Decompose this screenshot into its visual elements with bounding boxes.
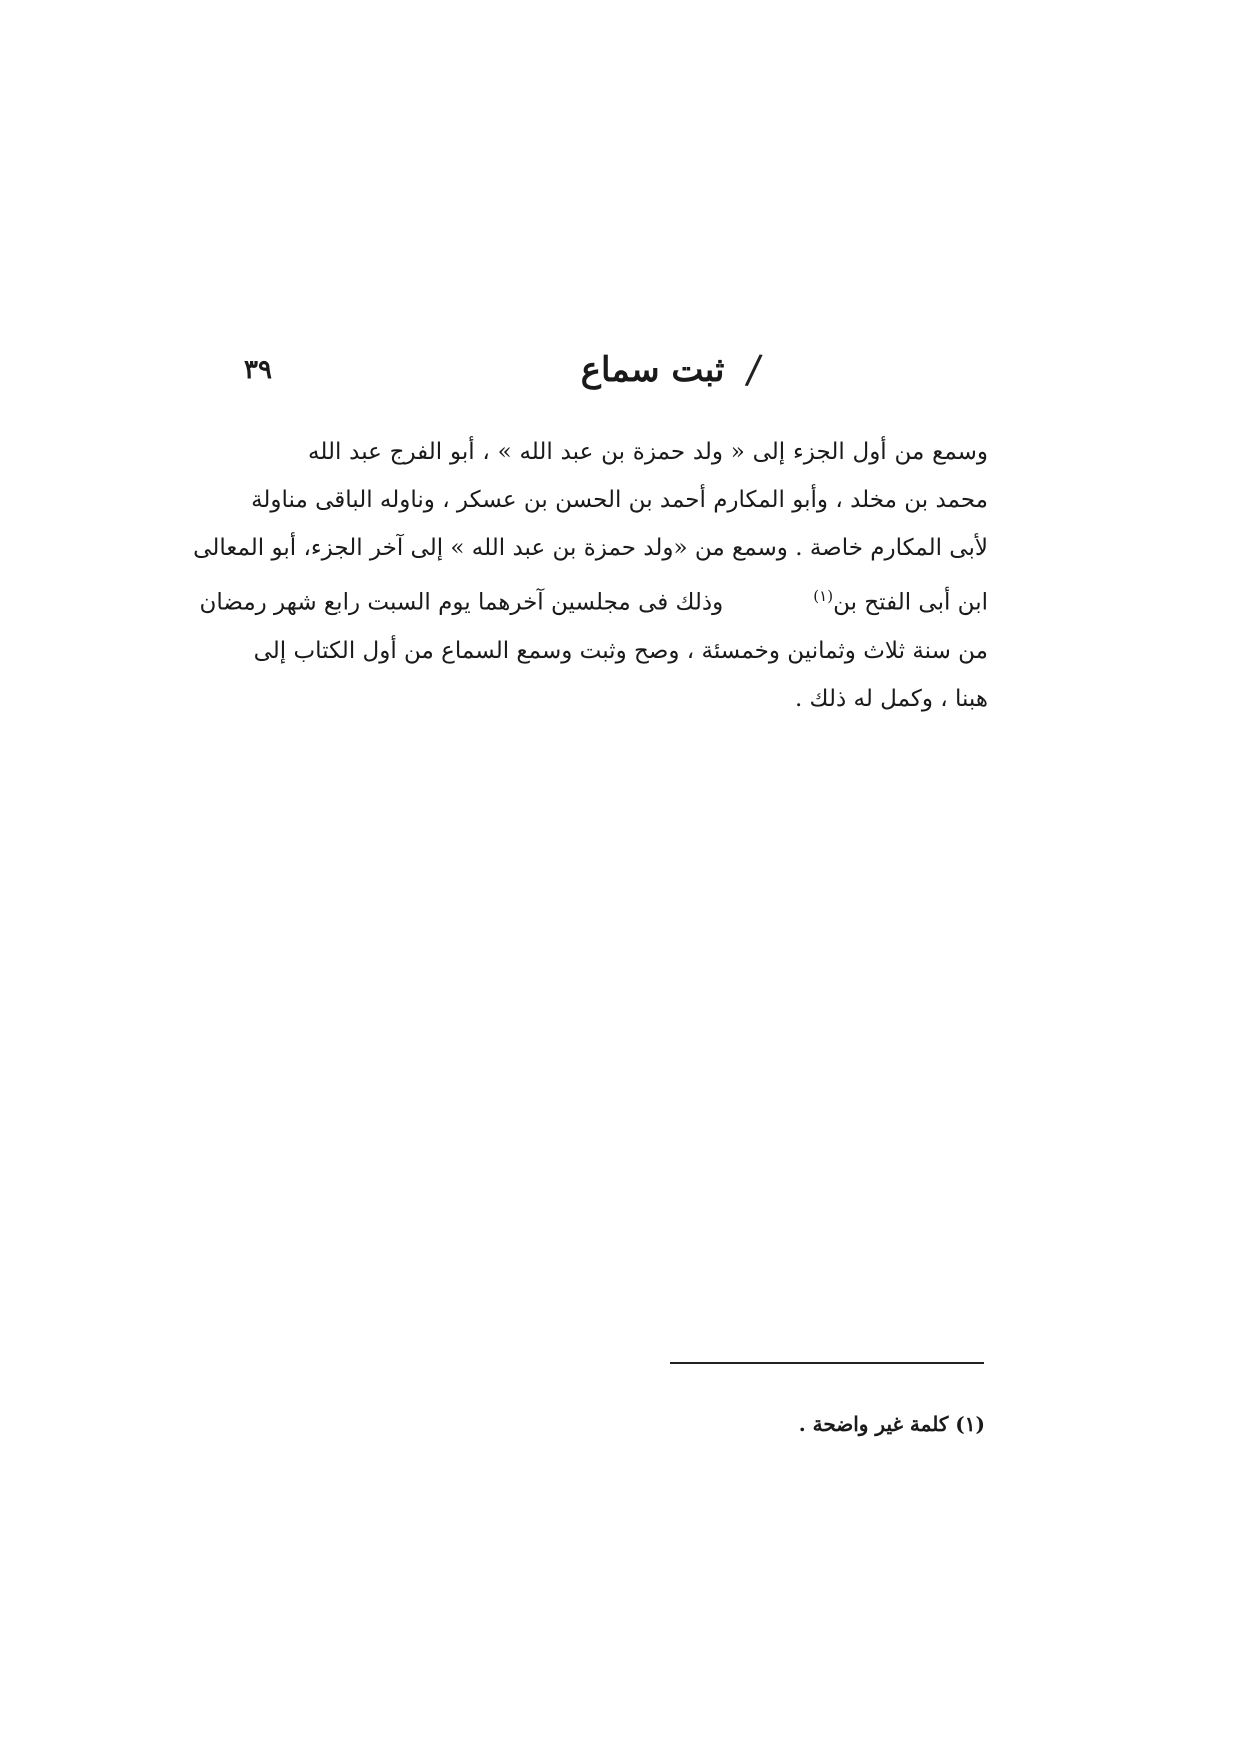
body-paragraph (193, 428, 988, 723)
body-line-3: لأبى المكارم خاصة . وسمع من «ولد حمزة بن عبد الله » إلى آخر الجزء، أبو المعالى (193, 535, 988, 561)
body-line-4-text: وذلك فى مجلسين آخرهما يوم السبت رابع شهر رمضان (199, 589, 724, 616)
body-line-1: وسمع من أول الجزء إلى « ولد حمزة بن عبد الله » ، أبو الفرج عبد الله (308, 439, 988, 465)
body-line-4-prefix: ابن أبى الفتح بن (833, 589, 988, 616)
body-line-5: من سنة ثلاث وثمانين وخمسئة ، وصح وثبت وسمع السماع من أول الكتاب إلى (253, 637, 988, 664)
footnote: (١) كلمة غير واضحة . (798, 1412, 985, 1436)
body-line-4 (199, 572, 988, 627)
page-header (560, 340, 764, 400)
footnote-divider (670, 1362, 984, 1364)
body-line-2: محمد بن مخلد ، وأبو المكارم أحمد بن الحسن بن عسكر ، وناوله الباقى مناولة (251, 487, 988, 513)
header-slash: / (743, 346, 764, 394)
page-number: ٣٩ (244, 355, 272, 385)
footnote-reference: (١) (813, 587, 834, 605)
page-title: ثبت سماع (580, 350, 725, 390)
body-line-6: هبنا ، وكمل له ذلك . (794, 685, 988, 712)
